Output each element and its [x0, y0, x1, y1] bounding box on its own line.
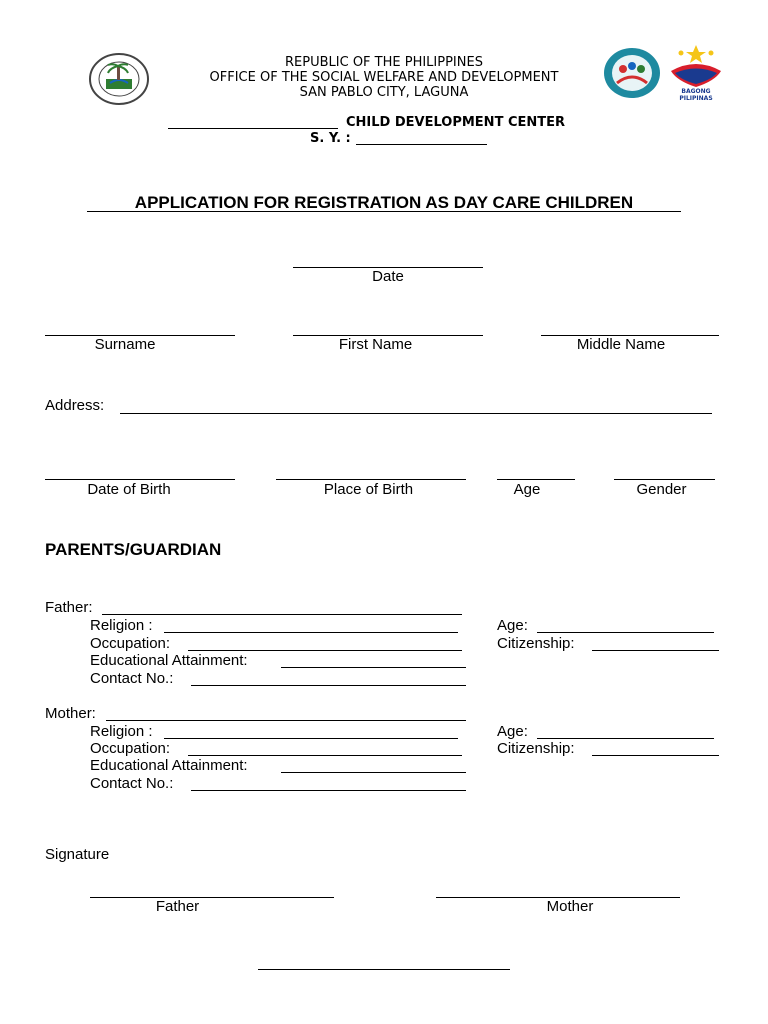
mother-age-label: Age: [497, 723, 528, 740]
parents-heading: PARENTS/GUARDIAN [45, 540, 222, 559]
father-occupation-label: Occupation: [90, 635, 171, 652]
surname-label: Surname [94, 336, 156, 353]
mother-occupation-label: Occupation: [90, 740, 171, 757]
father-contact-label: Contact No.: [90, 670, 174, 687]
gender-label: Gender [636, 481, 687, 498]
dswd-logo [603, 47, 661, 99]
father-occupation-field[interactable] [188, 635, 462, 651]
surname-field[interactable] [45, 320, 235, 336]
mother-religion-field[interactable] [164, 723, 458, 739]
title-underline [87, 211, 681, 212]
pob-label: Place of Birth [323, 481, 414, 498]
father-education-label: Educational Attainment: [90, 652, 248, 669]
mother-education-field[interactable] [281, 757, 466, 773]
father-citizenship-field[interactable] [592, 635, 719, 651]
gender-field[interactable] [614, 464, 715, 480]
mother-citizenship-label: Citizenship: [497, 740, 575, 757]
center-label: CHILD DEVELOPMENT CENTER [346, 115, 566, 130]
father-signature-label: Father [155, 898, 200, 915]
mother-religion-label: Religion : [90, 723, 153, 740]
header-republic: REPUBLIC OF THE PHILIPPINES [285, 55, 483, 70]
middle-name-label: Middle Name [576, 336, 666, 353]
mother-signature-label: Mother [546, 898, 594, 915]
father-contact-field[interactable] [191, 670, 466, 686]
address-label: Address: [45, 397, 105, 414]
mother-contact-field[interactable] [191, 775, 466, 791]
middle-name-field[interactable] [541, 320, 719, 336]
address-field[interactable] [120, 398, 712, 414]
mother-citizenship-field[interactable] [592, 740, 719, 756]
bagong-pilipinas-text: BAGONG PILIPINAS [679, 88, 713, 102]
father-citizenship-label: Citizenship: [497, 635, 575, 652]
age-field[interactable] [497, 464, 575, 480]
father-name-field[interactable] [102, 599, 462, 615]
first-name-label: First Name [338, 336, 413, 353]
pob-field[interactable] [276, 464, 466, 480]
dob-field[interactable] [45, 464, 235, 480]
header-city: SAN PABLO CITY, LAGUNA [299, 85, 469, 100]
first-name-field[interactable] [293, 320, 483, 336]
father-religion-label: Religion : [90, 617, 153, 634]
mother-occupation-field[interactable] [188, 740, 462, 756]
sy-label: S. Y. : [310, 131, 351, 146]
father-label: Father: [45, 599, 93, 616]
mother-name-field[interactable] [106, 705, 466, 721]
signature-label: Signature [45, 846, 110, 863]
bagong-pilipinas-logo [665, 43, 727, 102]
age-label: Age [513, 481, 541, 498]
father-age-field[interactable] [537, 617, 714, 633]
form-title: APPLICATION FOR REGISTRATION AS DAY CARE CHILDREN [134, 193, 634, 212]
header-office: OFFICE OF THE SOCIAL WELFARE AND DEVELOPMENT [209, 70, 559, 85]
father-religion-field[interactable] [164, 617, 458, 633]
mother-label: Mother: [45, 705, 96, 722]
sy-line[interactable] [356, 131, 487, 145]
mother-age-field[interactable] [537, 723, 714, 739]
bottom-signature-field[interactable] [258, 954, 510, 970]
dob-label: Date of Birth [87, 481, 171, 498]
father-education-field[interactable] [281, 652, 466, 668]
date-label: Date [372, 268, 404, 285]
mother-education-label: Educational Attainment: [90, 757, 248, 774]
father-age-label: Age: [497, 617, 528, 634]
mother-signature-field[interactable] [436, 882, 680, 898]
mother-contact-label: Contact No.: [90, 775, 174, 792]
center-name-line[interactable] [168, 115, 338, 129]
date-field[interactable] [293, 252, 483, 268]
father-signature-field[interactable] [90, 882, 334, 898]
